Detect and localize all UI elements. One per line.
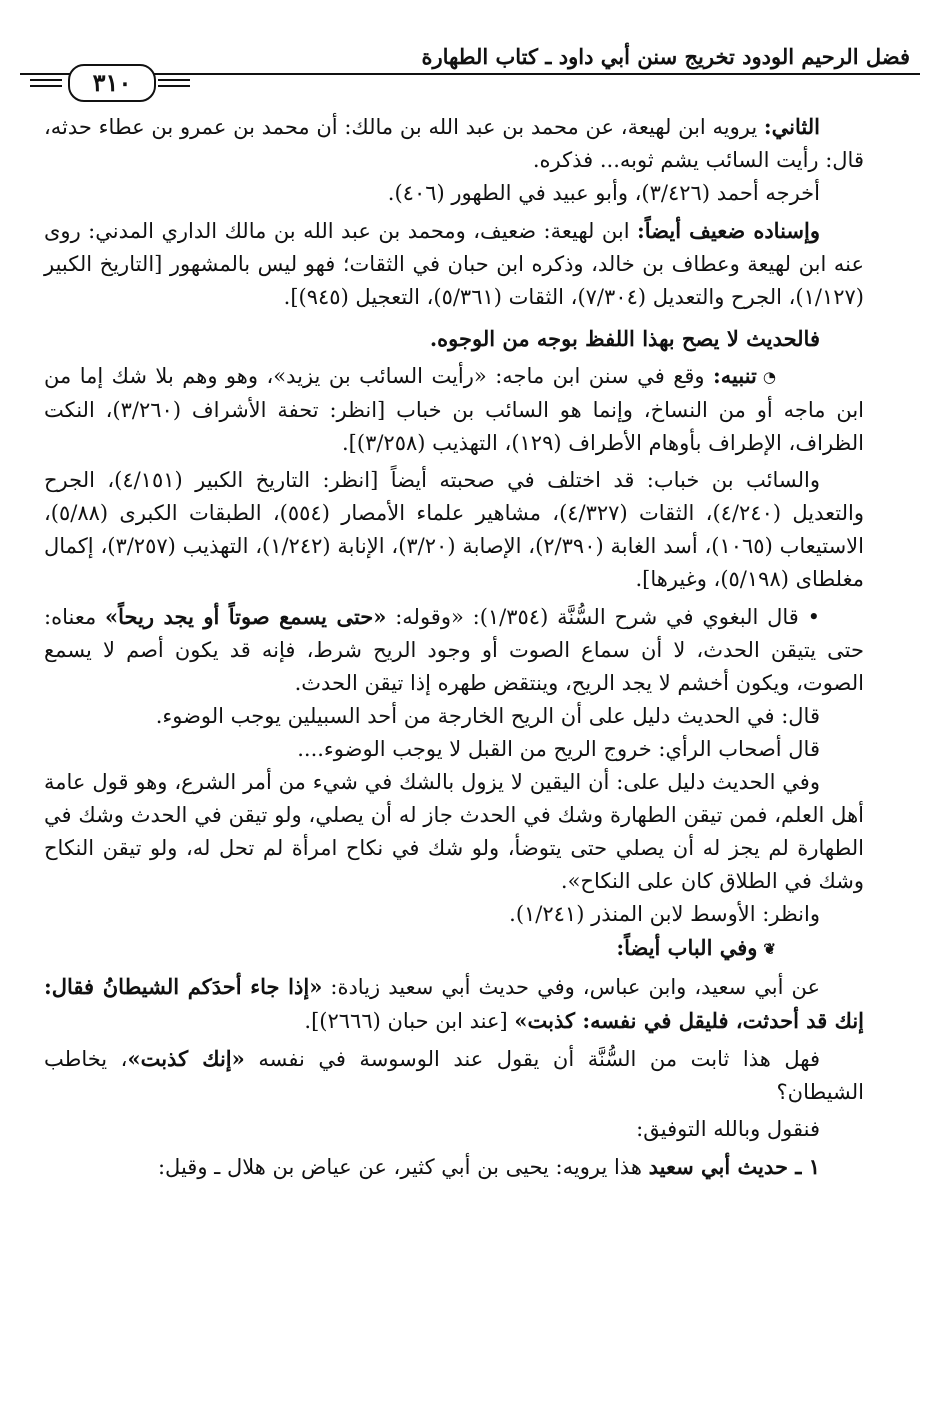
paragraph-takhrij: أخرجه أحمد (٣/٤٢٦)، وأبو عبيد في الطهور (٤٠٦). (387, 181, 820, 205)
paragraph-text: [عند ابن حبان (٢٦٦٦)]. (304, 1009, 515, 1033)
paragraph-text: ابن لهيعة: ضعيف، ومحمد بن عبد الله بن مالك الداري المدني: روى عنه ابن لهيعة وعطاف بن خالد، وذكره ابن حبان في الثقات؛ فهو ليس بالمشهور [التاريخ الكبير (١/١٢٧)، الجرح والتعديل (٧/٣٠٤)، الثقات (٥/٣٦١)، التعجيل (٩٤٥)]. (44, 219, 864, 309)
paragraph-baghawi (44, 600, 864, 700)
hadith-quote: «حتى يسمع صوتاً أو يجد ريحاً» (105, 604, 387, 629)
paragraph-question (44, 1042, 864, 1109)
paragraph-lead: وإسناده ضعيف أيضاً: (637, 218, 820, 243)
paragraph-lead: الثاني: (763, 114, 820, 139)
paragraph-qala: قال: في الحديث دليل على أن الريح الخارجة من أحد السبيلين يوجب الوضوء. (155, 704, 820, 728)
paragraph-yaqin: وفي الحديث دليل على: أن اليقين لا يزول بالشك في شيء من أمر الشرع، وهو قول عامة أهل العلم، فمن تيقن الطهارة وشك في الحدث جاز له أن يصلي، ولو تيقن في الحدث وشك في الطهارة لم يجز له أن يصلي حتى يتوضأ، ولو شك في نكاح امرأة لم تحل له، ولو تيقن النكاح وشك في الطلاق كان على النكاح». (44, 770, 864, 893)
fleuron-icon: ❦ (763, 940, 776, 958)
paragraph-answer-intro: فنقول وبالله التوفيق: (636, 1117, 820, 1141)
paragraph-conclusion: فالحديث لا يصح بهذا اللفظ بوجه من الوجوه. (429, 326, 820, 351)
paragraph-lead: تنبيه: (713, 363, 757, 388)
paragraph-text: عن أبي سعيد، وابن عباس، وفي حديث أبي سعيد زيادة: (322, 975, 820, 999)
hadith-quote: «إذا جاء أحدَكم الشيطانُ فقال: إنك قد أحدثت، فليقل في نفسه: كذبت» (44, 974, 864, 1033)
paragraph-text: فهل هذا ثابت من السُّنَّة أن يقول عند الوسوسة في نفسه (244, 1047, 820, 1071)
paragraph-ashab-al-ray: قال أصحاب الرأي: خروج الريح من القبل لا يوجب الوضوء.... (297, 737, 820, 761)
paragraph-text: ، يخاطب الشيطان؟ (44, 1047, 864, 1104)
paragraph-abu-said (44, 970, 864, 1038)
hadith-quote: «إنك كذبت» (127, 1046, 245, 1071)
paragraph-isnad-weak (44, 214, 864, 314)
ornament-line (158, 85, 190, 87)
paragraph-text: وقع في سنن ابن ماجه: «رأيت السائب بن يزيد»، وهو وهم بلا شك إما من ابن ماجه أو من النساخ، وإنما هو السائب بن خباب [انظر: تحفة الأشراف (٣/٢٦٠)، النكت الظراف، الإطراف بأوهام الأطراف (١٢٩)، التهذيب (٣/٢٥٨)]. (44, 364, 865, 455)
paragraph-saib-ibn-khabbab: والسائب بن خباب: قد اختلف في صحبته أيضاً [انظر: التاريخ الكبير (٤/١٥١)، الجرح والتعديل (٤/٢٤٠)، الثقات (٤/٣٢٧)، مشاهير علماء الأمصار (٥٥٤)، الطبقات الكبرى (٥/٨٨)، الاستيعاب (١٠٦٥)، أسد الغابة (٢/٣٩٠)، الإصابة (٣/٢٠)، الإنابة (١/٢٤٢)، التهذيب (٣/٢٥٧)، إكمال مغلطاى (٥/١٩٨)، وغيرها]. (44, 468, 864, 591)
page-number: ٣١٠ (68, 64, 156, 102)
paragraph-text: معناه: حتى يتيقن الحدث، لا أن سماع الصوت أو وجود الريح شرط، فإنه قد يكون أصم لا يسمع الصوت، ويكون أخشم لا يجد الريح، وينتقض طهره إذا تيقن الحدث. (44, 605, 864, 695)
page-body (44, 110, 864, 1184)
running-title: فضل الرحيم الودود تخريج سنن أبي داود ـ كتاب الطهارة (421, 44, 910, 69)
paragraph-lead: ١ ـ حديث أبي سعيد (648, 1154, 820, 1179)
paragraph-chapter-heading (44, 931, 864, 966)
paragraph-text: يرويه ابن لهيعة، عن محمد بن عبد الله بن مالك: أن محمد بن عمرو بن عطاء حدثه، قال: رأيت السائب يشم ثوبه... فذكره. (44, 115, 864, 172)
heading-text: وفي الباب أيضاً: (616, 935, 758, 960)
paragraph-text: هذا يرويه: يحيى بن أبي كثير، عن عياض بن هلال ـ وقيل: (157, 1155, 649, 1179)
ornament-line (30, 79, 62, 81)
paragraph-item-1 (44, 1150, 864, 1184)
paragraph-second-route (44, 110, 864, 177)
paragraph-see-also: وانظر: الأوسط لابن المنذر (١/٢٤١). (509, 902, 820, 926)
ornament-line (30, 85, 62, 87)
page-number-ornament (30, 64, 190, 102)
page-header (20, 40, 920, 97)
paragraph-lead: • قال البغوي في شرح السُّنَّة (١/٣٥٤): «وقوله: (386, 605, 820, 629)
note-marker-icon: ◔ (762, 368, 776, 386)
paragraph-note (44, 359, 864, 460)
ornament-line (158, 79, 190, 81)
